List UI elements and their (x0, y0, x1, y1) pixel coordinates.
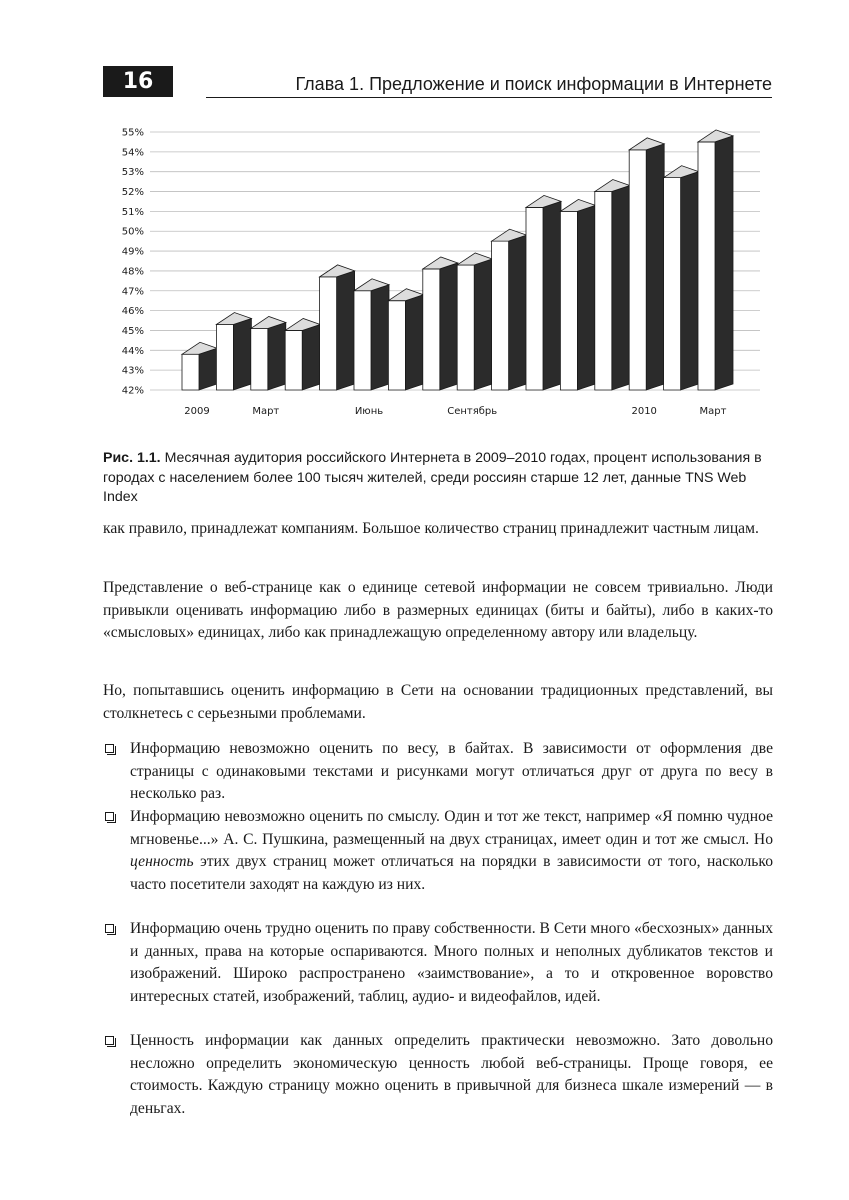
y-tick-label: 52% (121, 187, 144, 199)
bar (320, 277, 337, 390)
y-tick-label: 49% (121, 246, 144, 258)
bar (354, 291, 371, 390)
bar-side (440, 263, 458, 390)
bar (182, 354, 199, 390)
header-rule (206, 97, 772, 98)
bar-side (543, 201, 561, 390)
y-tick-label: 55% (121, 127, 144, 139)
bar-side (233, 319, 251, 390)
checkbox-bullet-icon (105, 924, 114, 933)
x-tick-label: 2010 (631, 406, 657, 417)
bar-side (199, 348, 217, 390)
bar-side (577, 205, 595, 390)
y-tick-label: 51% (121, 206, 144, 218)
y-tick-label: 50% (121, 226, 144, 238)
bar (285, 330, 302, 390)
y-tick-label: 44% (121, 345, 144, 357)
paragraph-2: Представление о веб-странице как о единице сетевой информации не совсем тривиально. Люди привыкли оценивать информацию либо в размерных единицах (биты и байты), либо в каких-то «смысловых» единицах, либо как принадлежащую определенному автору или владельцу. (103, 579, 773, 641)
list-item-text (130, 806, 773, 896)
bar-side (509, 235, 527, 390)
x-tick-label: Март (699, 406, 727, 417)
x-tick-label: 2009 (184, 406, 210, 417)
bar (251, 328, 268, 390)
list-item-text-part: Информацию невозможно оценить по смыслу. Один и тот же текст, например «Я помню чудное мгновенье...» А. С. Пушкина, размещенный на двух страницах, имеет один и тот же смысл. Но (130, 808, 773, 848)
list-item-text: Информацию очень трудно оценить по праву собственности. В Сети много «бесхозных» данных и данных, права на которые оспариваются. Много полных и неполных дубликатов текстов и изображений. Широко распространено «заимствование», а то и откровенное воровство интересных статей, изображений, таблиц, аудио- и видеофайлов, идей. (130, 920, 773, 1005)
bar-side (371, 285, 389, 390)
bar-side (337, 271, 355, 390)
bar-side (268, 322, 286, 390)
y-tick-label: 43% (121, 365, 144, 377)
list-item-text-part: этих двух страниц может отличаться на порядки в зависимости от того, насколько часто посетители заходят на каждую из них. (130, 853, 773, 893)
bar-side (681, 172, 699, 390)
list-item-text: Информацию невозможно оценить по весу, в байтах. В зависимости от оформления две страницы с одинаковыми текстами и рисунками могут отличаться друг от друга по весу в несколько раз. (130, 740, 773, 802)
bar (457, 265, 474, 390)
bar-side (646, 144, 664, 390)
figure-caption (103, 449, 775, 508)
x-tick-label: Март (252, 406, 280, 417)
checkbox-bullet-icon (105, 812, 114, 821)
list-item-text: Ценность информации как данных определить практически невозможно. Зато довольно несложно определить экономическую ценность любой веб-страницы. Проще говоря, ее стоимость. Каждую страницу можно оценить в привычной для бизнеса шкале измерений — в деньгах. (130, 1032, 773, 1117)
y-tick-label: 53% (121, 167, 144, 179)
y-tick-label: 42% (121, 385, 144, 397)
bar-side (474, 259, 492, 390)
x-tick-label: Июнь (354, 406, 384, 417)
y-tick-label: 54% (121, 147, 144, 159)
bar (216, 325, 233, 390)
y-tick-label: 48% (121, 266, 144, 278)
y-tick-label: 46% (121, 306, 144, 318)
page-number: 16 (103, 66, 173, 97)
x-tick-label: Сентябрь (447, 406, 498, 417)
chapter-title: Глава 1. Предложение и поиск информации в Интернете (295, 74, 772, 94)
bar (492, 241, 509, 390)
bar (629, 150, 646, 390)
bar-side (612, 186, 630, 390)
bar-side (405, 295, 423, 390)
paragraph-3: Но, попытавшись оценить информацию в Сети на основании традиционных представлений, вы столкнетесь с серьезными проблемами. (103, 682, 773, 722)
y-tick-label: 45% (121, 325, 144, 337)
bar-side (302, 324, 320, 390)
emphasis-word: ценность (130, 853, 194, 870)
bar (560, 211, 577, 390)
bar (595, 192, 612, 390)
caption-text: Месячная аудитория российского Интернета в 2009–2010 годах, процент использования в городах с населением более 100 тысяч жителей, среди россиян старше 12 лет, данные TNS Web Index (103, 450, 762, 505)
bar-side (715, 136, 733, 390)
y-tick-label: 47% (121, 286, 144, 298)
caption-label: Рис. 1.1. (103, 450, 161, 466)
bar (526, 207, 543, 390)
checkbox-bullet-icon (105, 744, 114, 753)
bar (664, 178, 681, 390)
bar (698, 142, 715, 390)
checkbox-bullet-icon (105, 1036, 114, 1045)
bar (423, 269, 440, 390)
audience-chart (100, 118, 780, 438)
paragraph-1: как правило, принадлежат компаниям. Большое количество страниц принадлежит частным лицам. (103, 520, 759, 537)
bar (388, 301, 405, 390)
